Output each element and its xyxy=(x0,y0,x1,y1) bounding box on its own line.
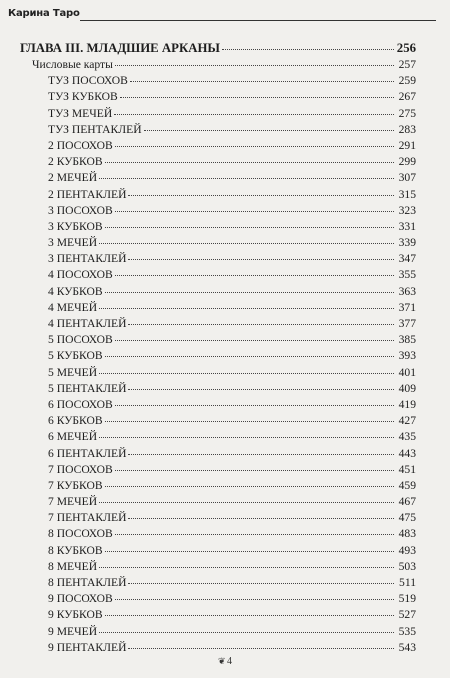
toc-entry-label: 9 МЕЧЕЙ xyxy=(48,624,98,638)
dot-leader xyxy=(99,178,394,179)
toc-entry-page: 283 xyxy=(398,122,416,136)
toc-entry-page: 291 xyxy=(398,138,416,152)
dot-leader xyxy=(128,195,394,196)
toc-chapter-page: 256 xyxy=(396,41,416,55)
dot-leader xyxy=(128,389,394,390)
toc-entry-label: 7 ПЕНТАКЛЕЙ xyxy=(48,511,127,525)
dot-leader xyxy=(105,162,394,163)
dot-leader xyxy=(99,632,394,633)
toc-entry-page: 355 xyxy=(398,268,416,282)
toc-entry[interactable] xyxy=(20,106,416,122)
dot-leader xyxy=(105,486,394,487)
toc-entry[interactable] xyxy=(20,170,416,186)
toc-entry-label: 3 МЕЧЕЙ xyxy=(48,236,98,250)
dot-leader xyxy=(128,324,394,325)
dot-leader xyxy=(105,292,394,293)
toc-section[interactable] xyxy=(20,57,416,73)
toc-entry-label: 7 МЕЧЕЙ xyxy=(48,495,98,509)
toc-entry[interactable] xyxy=(20,235,416,251)
toc-entry-page: 435 xyxy=(398,430,416,444)
toc-entry[interactable] xyxy=(20,381,416,397)
dot-leader xyxy=(115,470,394,471)
dot-leader xyxy=(99,373,394,374)
toc-entry-label: 8 ПЕНТАКЛЕЙ xyxy=(48,576,127,589)
toc-entry-label: 9 ПЕНТАКЛЕЙ xyxy=(48,640,127,654)
toc-entry-page: 339 xyxy=(398,236,416,250)
toc-entry[interactable] xyxy=(20,429,416,445)
toc-entry-label: ТУЗ КУБКОВ xyxy=(48,90,118,104)
toc-entry-page: 275 xyxy=(398,106,416,120)
toc-entry[interactable] xyxy=(20,348,416,364)
toc-entry[interactable] xyxy=(20,543,416,559)
toc-entry-page: 543 xyxy=(398,640,416,654)
toc-entry-page: 475 xyxy=(398,511,416,525)
toc-entries xyxy=(20,73,416,656)
toc-entry-page: 259 xyxy=(398,74,416,88)
dot-leader xyxy=(115,405,394,406)
toc-entry-page: 459 xyxy=(398,478,416,492)
toc-section-page: 257 xyxy=(398,58,416,71)
toc-entry-page: 401 xyxy=(398,365,416,379)
toc-entry-page: 331 xyxy=(398,219,416,233)
toc-entry-label: ТУЗ ПЕНТАКЛЕЙ xyxy=(48,122,142,136)
toc-entry-label: 7 ПОСОХОВ xyxy=(48,462,113,476)
toc-entry-label: 5 КУБКОВ xyxy=(48,349,103,363)
toc-entry-page: 519 xyxy=(398,592,416,606)
toc-entry-label: 3 ПЕНТАКЛЕЙ xyxy=(48,252,127,266)
toc-entry[interactable] xyxy=(20,559,416,575)
dot-leader xyxy=(144,130,394,131)
toc-entry-label: ТУЗ ПОСОХОВ xyxy=(48,74,128,88)
toc-entry[interactable] xyxy=(20,510,416,526)
dot-leader xyxy=(115,211,394,212)
toc-entry-page: 451 xyxy=(398,462,416,476)
dot-leader xyxy=(115,146,394,147)
toc-entry-page: 427 xyxy=(398,414,416,428)
dot-leader xyxy=(222,49,394,50)
page-number-value: 4 xyxy=(227,656,233,667)
toc-entry-page: 385 xyxy=(398,333,416,347)
toc-entry[interactable] xyxy=(20,267,416,283)
dot-leader xyxy=(115,340,394,341)
toc-entry[interactable] xyxy=(20,187,416,203)
table-of-contents xyxy=(20,40,416,656)
dot-leader xyxy=(128,648,394,649)
toc-entry-page: 511 xyxy=(399,576,416,589)
toc-entry[interactable] xyxy=(20,300,416,316)
toc-entry[interactable] xyxy=(20,284,416,300)
dot-leader xyxy=(105,615,394,616)
toc-entry-page: 535 xyxy=(398,624,416,638)
toc-entry[interactable] xyxy=(20,138,416,154)
toc-entry-page: 443 xyxy=(398,446,416,460)
toc-entry[interactable] xyxy=(20,89,416,105)
toc-entry-page: 347 xyxy=(398,252,416,266)
dot-leader xyxy=(115,599,394,600)
dot-leader xyxy=(99,502,394,503)
toc-entry-page: 393 xyxy=(398,349,416,363)
toc-entry-label: 2 ПЕНТАКЛЕЙ xyxy=(48,187,127,201)
dot-leader xyxy=(105,551,394,552)
toc-entry-page: 267 xyxy=(398,90,416,104)
dot-leader xyxy=(128,454,394,455)
dot-leader xyxy=(114,114,394,115)
dot-leader xyxy=(128,518,394,519)
toc-entry[interactable] xyxy=(20,413,416,429)
dot-leader xyxy=(99,243,394,244)
toc-entry-label: 8 ПОСОХОВ xyxy=(48,527,113,541)
toc-entry-page: 307 xyxy=(398,171,416,185)
toc-chapter-label: ГЛАВА III. МЛАДШИЕ АРКАНЫ xyxy=(20,41,220,55)
toc-entry-page: 409 xyxy=(398,381,416,395)
dot-leader xyxy=(115,275,394,276)
toc-section-label: Числовые карты xyxy=(32,58,113,71)
toc-entry[interactable] xyxy=(20,640,416,656)
toc-entry-label: 4 ПЕНТАКЛЕЙ xyxy=(48,317,127,330)
toc-entry-label: 5 ПЕНТАКЛЕЙ xyxy=(48,381,127,395)
toc-entry[interactable] xyxy=(20,462,416,478)
toc-entry-label: 4 ПОСОХОВ xyxy=(48,268,113,282)
toc-entry-label: 5 МЕЧЕЙ xyxy=(48,365,98,379)
toc-entry[interactable] xyxy=(20,203,416,219)
dot-leader xyxy=(130,81,394,82)
toc-entry-page: 419 xyxy=(398,397,416,411)
toc-entry-page: 377 xyxy=(398,317,416,330)
dot-leader xyxy=(105,421,394,422)
toc-entry-page: 315 xyxy=(398,187,416,201)
toc-entry-page: 467 xyxy=(398,495,416,509)
toc-entry-page: 483 xyxy=(398,527,416,541)
toc-entry-label: 4 КУБКОВ xyxy=(48,284,103,298)
toc-entry[interactable] xyxy=(20,624,416,640)
toc-entry-label: 8 КУБКОВ xyxy=(48,543,103,557)
toc-entry[interactable] xyxy=(20,397,416,413)
toc-entry-label: 2 МЕЧЕЙ xyxy=(48,171,98,185)
dot-leader xyxy=(99,567,394,568)
toc-entry[interactable] xyxy=(20,446,416,462)
toc-entry-label: 9 ПОСОХОВ xyxy=(48,592,113,606)
toc-entry-label: 7 КУБКОВ xyxy=(48,478,103,492)
toc-entry-page: 299 xyxy=(398,155,416,169)
toc-entry[interactable] xyxy=(20,478,416,494)
toc-entry[interactable] xyxy=(20,122,416,138)
toc-entry[interactable] xyxy=(20,526,416,542)
toc-entry[interactable] xyxy=(20,219,416,235)
toc-entry-label: 9 КУБКОВ xyxy=(48,608,103,622)
dot-leader xyxy=(128,259,394,260)
toc-entry-label: 6 КУБКОВ xyxy=(48,414,103,428)
toc-entry-page: 363 xyxy=(398,284,416,298)
toc-entry-label: 3 КУБКОВ xyxy=(48,219,103,233)
toc-entry[interactable] xyxy=(20,365,416,381)
toc-entry-label: 4 МЕЧЕЙ xyxy=(48,300,98,314)
toc-entry-page: 503 xyxy=(398,559,416,573)
dot-leader xyxy=(105,356,394,357)
toc-entry-label: 6 МЕЧЕЙ xyxy=(48,430,98,444)
toc-entry[interactable] xyxy=(20,494,416,510)
toc-entry-label: 2 КУБКОВ xyxy=(48,155,103,169)
toc-entry-label: 6 ПЕНТАКЛЕЙ xyxy=(48,446,127,460)
toc-entry-page: 493 xyxy=(398,543,416,557)
toc-entry-label: ТУЗ МЕЧЕЙ xyxy=(48,106,113,120)
toc-entry[interactable] xyxy=(20,591,416,607)
toc-entry[interactable] xyxy=(20,251,416,267)
dot-leader xyxy=(99,437,394,438)
toc-entry[interactable] xyxy=(20,607,416,623)
toc-entry[interactable] xyxy=(20,73,416,89)
dot-leader xyxy=(115,65,394,66)
ornament-icon: ❦ xyxy=(217,656,225,666)
toc-entry-label: 3 ПОСОХОВ xyxy=(48,203,113,217)
toc-entry[interactable] xyxy=(20,575,416,591)
toc-entry-page: 527 xyxy=(398,608,416,622)
page-number xyxy=(0,656,450,667)
toc-chapter[interactable] xyxy=(20,40,416,57)
dot-leader xyxy=(105,227,394,228)
dot-leader xyxy=(99,308,394,309)
dot-leader xyxy=(128,583,394,584)
header-rule xyxy=(80,20,436,21)
toc-entry[interactable] xyxy=(20,316,416,332)
toc-entry[interactable] xyxy=(20,154,416,170)
toc-entry-label: 6 ПОСОХОВ xyxy=(48,397,113,411)
toc-entry[interactable] xyxy=(20,332,416,348)
toc-entry-page: 371 xyxy=(398,300,416,314)
toc-entry-label: 8 МЕЧЕЙ xyxy=(48,559,98,573)
toc-entry-label: 2 ПОСОХОВ xyxy=(48,138,113,152)
dot-leader xyxy=(115,534,394,535)
toc-entry-page: 323 xyxy=(398,203,416,217)
running-head: Карина Таро xyxy=(8,8,80,19)
dot-leader xyxy=(120,97,394,98)
toc-entry-label: 5 ПОСОХОВ xyxy=(48,333,113,347)
